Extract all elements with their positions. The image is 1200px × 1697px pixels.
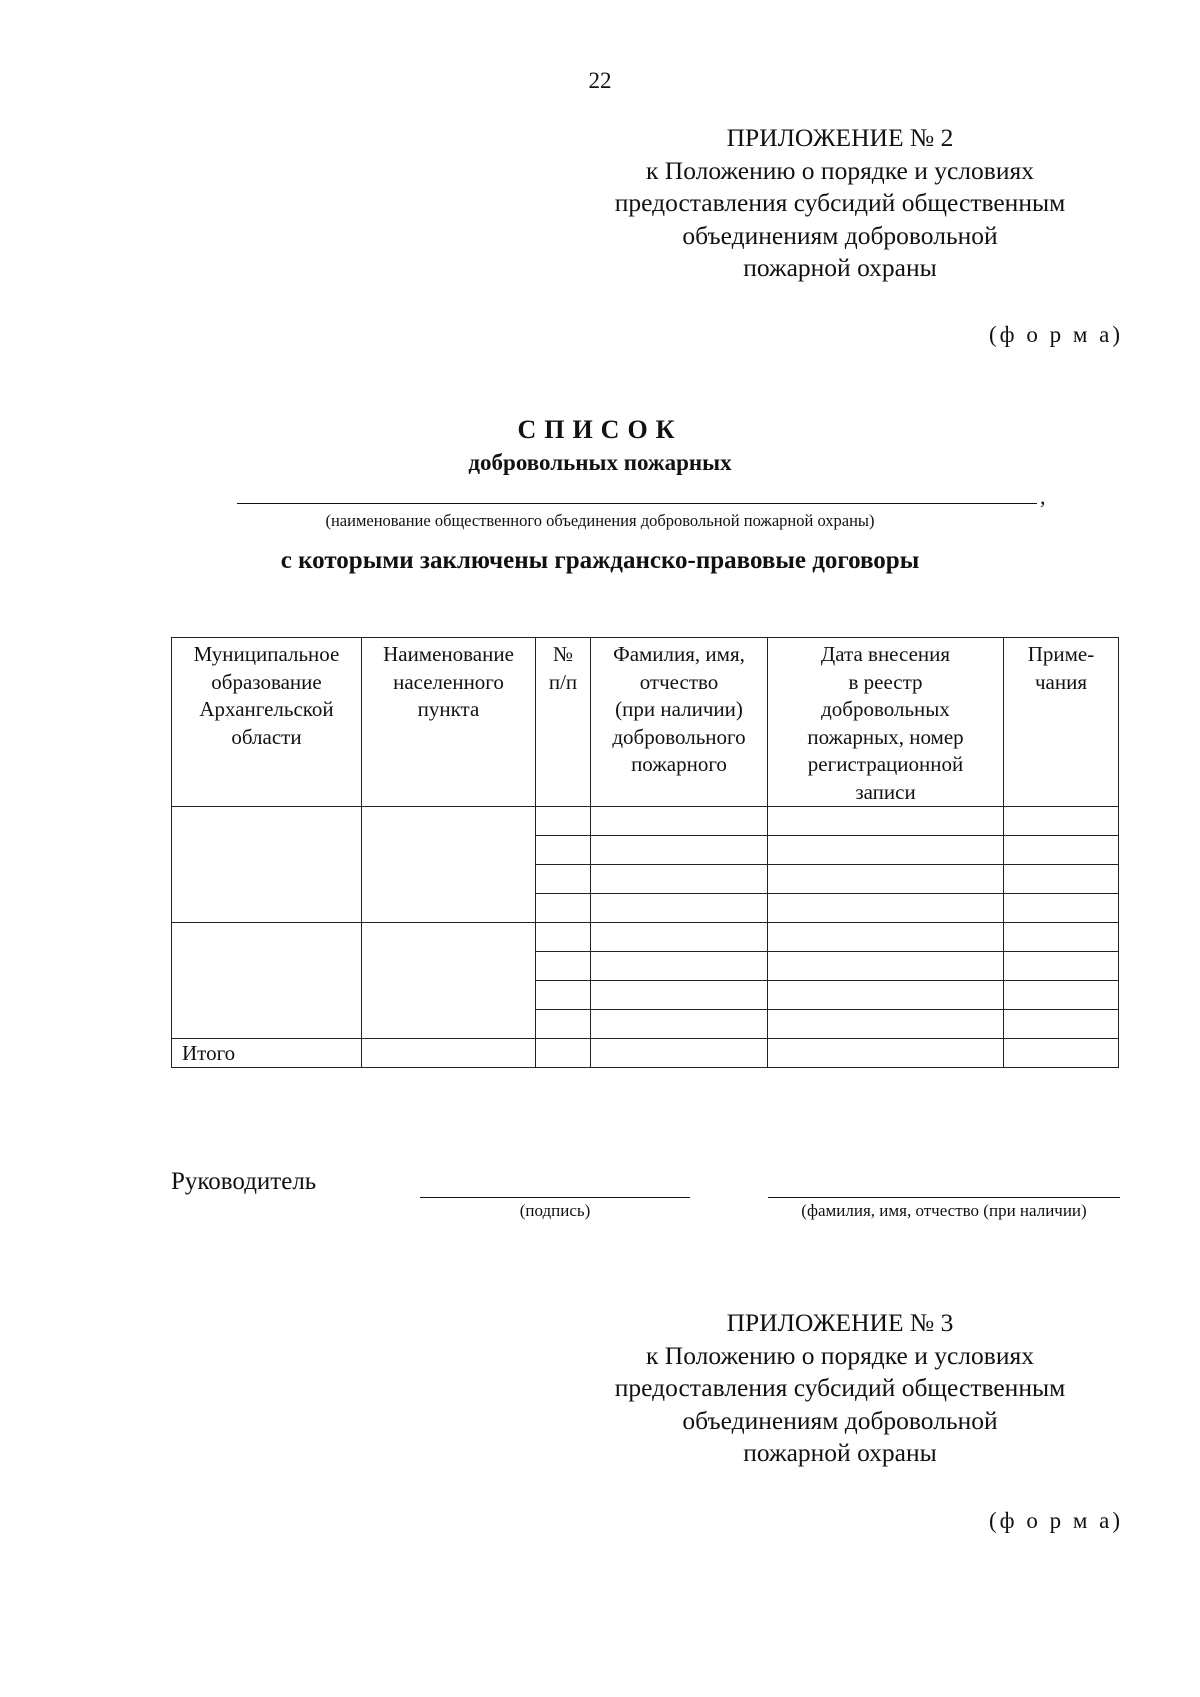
table-cell bbox=[1004, 894, 1119, 923]
table-cell bbox=[591, 807, 768, 836]
table-cell bbox=[1004, 865, 1119, 894]
table-cell bbox=[536, 894, 591, 923]
table-cell bbox=[536, 952, 591, 981]
table-cell bbox=[768, 981, 1004, 1010]
appendix-3-line: к Положению о порядке и условиях bbox=[646, 1340, 1034, 1370]
table-cell bbox=[536, 807, 591, 836]
table-cell bbox=[591, 836, 768, 865]
table-cell bbox=[591, 865, 768, 894]
table-cell bbox=[1004, 923, 1119, 952]
header-number: № п/п bbox=[536, 638, 591, 807]
table-cell bbox=[768, 807, 1004, 836]
appendix-2-heading: ПРИЛОЖЕНИЕ № 2 bbox=[726, 123, 954, 152]
settlement-cell bbox=[362, 807, 536, 923]
table-row bbox=[172, 923, 1119, 952]
table-cell bbox=[536, 1039, 591, 1068]
signature-line bbox=[420, 1197, 690, 1198]
document-title: СПИСОК bbox=[517, 415, 683, 444]
table-cell bbox=[591, 1010, 768, 1039]
table-cell bbox=[768, 865, 1004, 894]
header-full-name: Фамилия, имя, отчество (при наличии) добровольного пожарного bbox=[591, 638, 768, 807]
table-cell bbox=[362, 1039, 536, 1068]
table-cell bbox=[591, 952, 768, 981]
header-registry-date: Дата внесения в реестр добровольных пожарных, номер регистрационной записи bbox=[768, 638, 1004, 807]
table-cell bbox=[1004, 952, 1119, 981]
page-number: 22 bbox=[588, 68, 612, 93]
table-cell bbox=[536, 923, 591, 952]
table-cell bbox=[536, 865, 591, 894]
table-row bbox=[172, 807, 1119, 836]
appendix-3-heading: ПРИЛОЖЕНИЕ № 3 bbox=[726, 1308, 954, 1337]
header-notes: Приме- чания bbox=[1004, 638, 1119, 807]
appendix-2-line: пожарной охраны bbox=[743, 253, 937, 282]
table-cell bbox=[1004, 1010, 1119, 1039]
appendix-2-line: объединениям добровольной bbox=[682, 220, 998, 250]
organization-line-comma: , bbox=[1040, 484, 1046, 509]
table-cell bbox=[591, 923, 768, 952]
appendix-2-line: к Положению о порядке и условиях bbox=[646, 155, 1034, 185]
full-name-hint: (фамилия, имя, отчество (при наличии) bbox=[801, 1201, 1087, 1220]
head-signature-label: Руководитель bbox=[171, 1168, 317, 1195]
signature-hint: (подпись) bbox=[519, 1201, 591, 1220]
table-cell bbox=[768, 894, 1004, 923]
volunteer-firefighters-table bbox=[171, 637, 1119, 1068]
header-settlement: Наименование населенного пункта bbox=[362, 638, 536, 807]
table-cell bbox=[591, 1039, 768, 1068]
table-cell bbox=[536, 1010, 591, 1039]
header-municipality: Муниципальное образование Архангельской области bbox=[172, 638, 362, 807]
form-label: (ф о р м а) bbox=[989, 1508, 1123, 1533]
organization-name-line bbox=[237, 503, 1037, 504]
appendix-3-line: пожарной охраны bbox=[743, 1438, 937, 1467]
municipality-cell bbox=[172, 807, 362, 923]
organization-name-hint: (наименование общественного объединения добровольной пожарной охраны) bbox=[325, 511, 875, 530]
full-name-line bbox=[768, 1197, 1120, 1198]
table-header-row bbox=[172, 638, 1119, 807]
settlement-cell bbox=[362, 923, 536, 1039]
table-cell bbox=[768, 923, 1004, 952]
table-cell bbox=[768, 836, 1004, 865]
table-cell bbox=[536, 836, 591, 865]
document-subtitle-contracts: с которыми заключены гражданско-правовые договоры bbox=[280, 547, 920, 574]
table-cell bbox=[591, 894, 768, 923]
document-subtitle: добровольных пожарных bbox=[468, 450, 732, 475]
table-cell bbox=[1004, 981, 1119, 1010]
appendix-3-line: объединениям добровольной bbox=[682, 1405, 998, 1435]
table-cell bbox=[536, 981, 591, 1010]
table-cell bbox=[1004, 1039, 1119, 1068]
appendix-3-line: предоставления субсидий общественным bbox=[614, 1373, 1066, 1402]
form-label: (ф о р м а) bbox=[989, 322, 1123, 347]
appendix-2-line: предоставления субсидий общественным bbox=[614, 188, 1066, 217]
table-cell bbox=[768, 952, 1004, 981]
table-cell bbox=[591, 981, 768, 1010]
table-cell bbox=[768, 1010, 1004, 1039]
total-label: Итого bbox=[172, 1039, 362, 1068]
appendix-3-header bbox=[560, 1307, 1120, 1470]
appendix-2-header bbox=[560, 122, 1120, 285]
total-row bbox=[172, 1039, 1119, 1068]
table-cell bbox=[1004, 836, 1119, 865]
table-cell bbox=[1004, 807, 1119, 836]
municipality-cell bbox=[172, 923, 362, 1039]
table-cell bbox=[768, 1039, 1004, 1068]
